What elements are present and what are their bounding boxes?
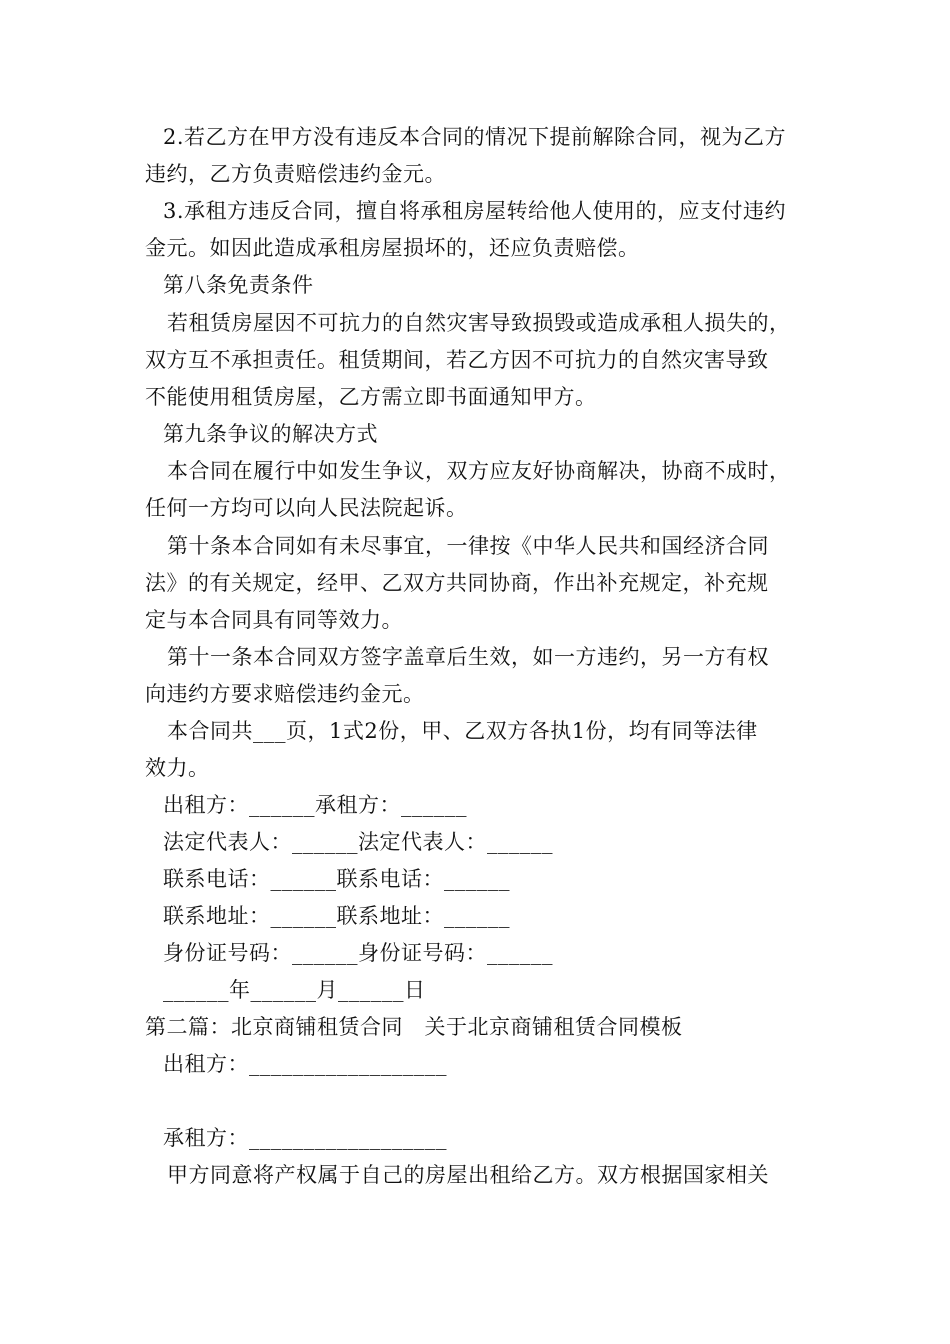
clause-9-text-line-1: 本合同在履行中如发生争议，双方应友好协商解决，协商不成时， — [167, 459, 791, 483]
clause-7-item-2-line-1: 2.若乙方在甲方没有违反本合同的情况下提前解除合同，视为乙方 — [163, 125, 787, 149]
clause-9-text-line-2: 任何一方均可以向人民法院起诉。 — [145, 496, 468, 520]
clause-11-line-1: 第十一条本合同双方签字盖章后生效，如一方违约，另一方有权 — [167, 645, 769, 669]
copies-line-2: 效力。 — [145, 756, 210, 780]
clause-8-heading: 第八条免责条件 — [163, 273, 314, 297]
clause-7-item-2-line-2: 违约，乙方负责赔偿违约金元。 — [145, 162, 446, 186]
signature-phones: 联系电话：______联系电话：______ — [163, 867, 510, 891]
signature-id-numbers: 身份证号码：______身份证号码：______ — [163, 941, 553, 965]
signature-representatives: 法定代表人：______法定代表人：______ — [163, 830, 553, 854]
clause-8-text-line-1: 若租赁房屋因不可抗力的自然灾害导致损毁或造成承租人损失的， — [167, 311, 791, 335]
clause-9-heading: 第九条争议的解决方式 — [163, 422, 378, 446]
second-part-intro-line-1: 甲方同意将产权属于自己的房屋出租给乙方。双方根据国家相关 — [167, 1163, 769, 1187]
signature-parties: 出租方：______承租方：______ — [163, 793, 467, 817]
clause-10-line-2: 法》的有关规定，经甲、乙双方共同协商，作出补充规定，补充规 — [145, 571, 769, 595]
clause-10-line-3: 定与本合同具有同等效力。 — [145, 608, 403, 632]
lessor-field: 出租方：__________________ — [163, 1052, 447, 1076]
clause-8-text-line-2: 双方互不承担责任。租赁期间，若乙方因不可抗力的自然灾害导致 — [145, 348, 769, 372]
lessee-field: 承租方：__________________ — [163, 1126, 447, 1150]
copies-line-1: 本合同共___页，1式2份，甲、乙双方各执1份，均有同等法律 — [167, 719, 758, 743]
clause-7-item-3-line-1: 3.承租方违反合同，擅自将承租房屋转给他人使用的，应支付违约 — [163, 199, 787, 223]
clause-10-line-1: 第十条本合同如有未尽事宜，一律按《中华人民共和国经济合同 — [167, 534, 769, 558]
clause-11-line-2: 向违约方要求赔偿违约金元。 — [145, 682, 425, 706]
signature-addresses: 联系地址：______联系地址：______ — [163, 904, 510, 928]
clause-7-item-3-line-2: 金元。如因此造成承租房屋损坏的，还应负责赔偿。 — [145, 236, 640, 260]
clause-8-text-line-3: 不能使用租赁房屋，乙方需立即书面通知甲方。 — [145, 385, 597, 409]
second-part-title: 第二篇：北京商铺租赁合同 关于北京商铺租赁合同模板 — [145, 1015, 683, 1039]
signature-date: ______年______月______日 — [163, 978, 426, 1002]
